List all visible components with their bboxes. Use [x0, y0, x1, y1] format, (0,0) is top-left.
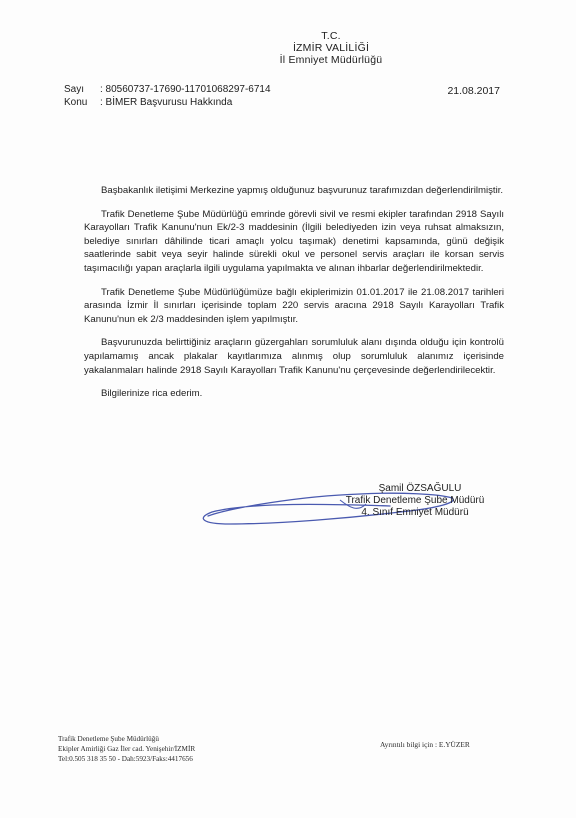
- footer-info-contact: Ayrıntılı bilgi için : E.YÜZER: [380, 740, 470, 749]
- paragraph-4: Başvurunuzda belirttiğiniz araçların güzergahları sorumluluk alanı dışında olduğu için kontrolü yapılamamış ancak plakalar kayıtlarımıza alınmış olup sorumluluk alanımız içerisinde yakalanmaları halinde 2918 Sayılı Karayolları Trafik Kanunu'nu çerçevesinde değerlendirilecektir.: [84, 337, 504, 376]
- konu-label: Konu: [64, 96, 88, 108]
- letterhead-directorate: İl Emniyet Müdürlüğü: [279, 54, 383, 66]
- footer-phone: Tel:0.505 318 35 50 - Dah:5923/Faks:4417656: [58, 755, 193, 763]
- footer-unit: Trafik Denetleme Şube Müdürlüğü: [58, 735, 159, 743]
- signatory-title: Trafik Denetleme Şube Müdürü: [345, 495, 485, 506]
- footer-address: Ekipler Amirliği Gaz İler cad. Yenişehir/İZMİR: [58, 745, 196, 753]
- letter-body: [84, 184, 504, 411]
- signatory-name: Şamil ÖZSAĞULU: [378, 483, 462, 494]
- document-date: 21.08.2017: [447, 85, 500, 97]
- paragraph-2: Trafik Denetleme Şube Müdürlüğü emrinde görevli sivil ve resmi ekipler tarafından 2918 Sayılı Karayolları Trafik Kanunu'nun Ek/2-3 maddesinin (İlgili belediyeden izin veya ruhsat almaksızın, belediye sınırları dâhilinde ticari amaçlı yolcu taşımak) denetimi kapsamında, günü değişik saatlerinde sabit veya seyir halinde sürekli okul ve personel servis araçları ile korsan servis taşımacılığı yapan araçlarla ilgili uygulama yapılmakta ve alınan ihbarlar değerlendirilmektedir.: [84, 208, 504, 274]
- reference-block: [64, 84, 271, 109]
- letterhead: [0, 30, 576, 66]
- paragraph-1: Başbakanlık iletişimi Merkezine yapmış olduğunuz başvurunuz tarafımızdan değerlendirilmiştir.: [101, 185, 504, 196]
- sayi-label: Sayı: [64, 84, 85, 95]
- closing-line: Bilgilerinize rica ederim.: [101, 388, 203, 400]
- paragraph-3: Trafik Denetleme Şube Müdürlüğümüze bağlı ekiplerimizin 01.01.2017 ile 21.08.2017 tarihleri arasında İzmir İl sınırları içerisinde toplam 220 servis aracına 2918 Sayılı Karayolları Trafik Kanunu'nun ek 2/3 maddesinden işlem yapılmıştır.: [84, 286, 504, 325]
- letterhead-tc: T.C.: [321, 30, 341, 42]
- konu-value: : BİMER Başvurusu Hakkında: [100, 96, 233, 108]
- signatory-rank: 4. Sınıf Emniyet Müdürü: [361, 507, 469, 518]
- sayi-value: : 80560737-17690-11701068297-6714: [100, 84, 271, 95]
- letterhead-governorship: İZMİR VALİLİĞİ: [292, 42, 370, 54]
- signature-block: [335, 483, 495, 519]
- footer-contact: [58, 734, 195, 764]
- konu-row: [64, 97, 271, 110]
- sayi-row: [64, 84, 271, 97]
